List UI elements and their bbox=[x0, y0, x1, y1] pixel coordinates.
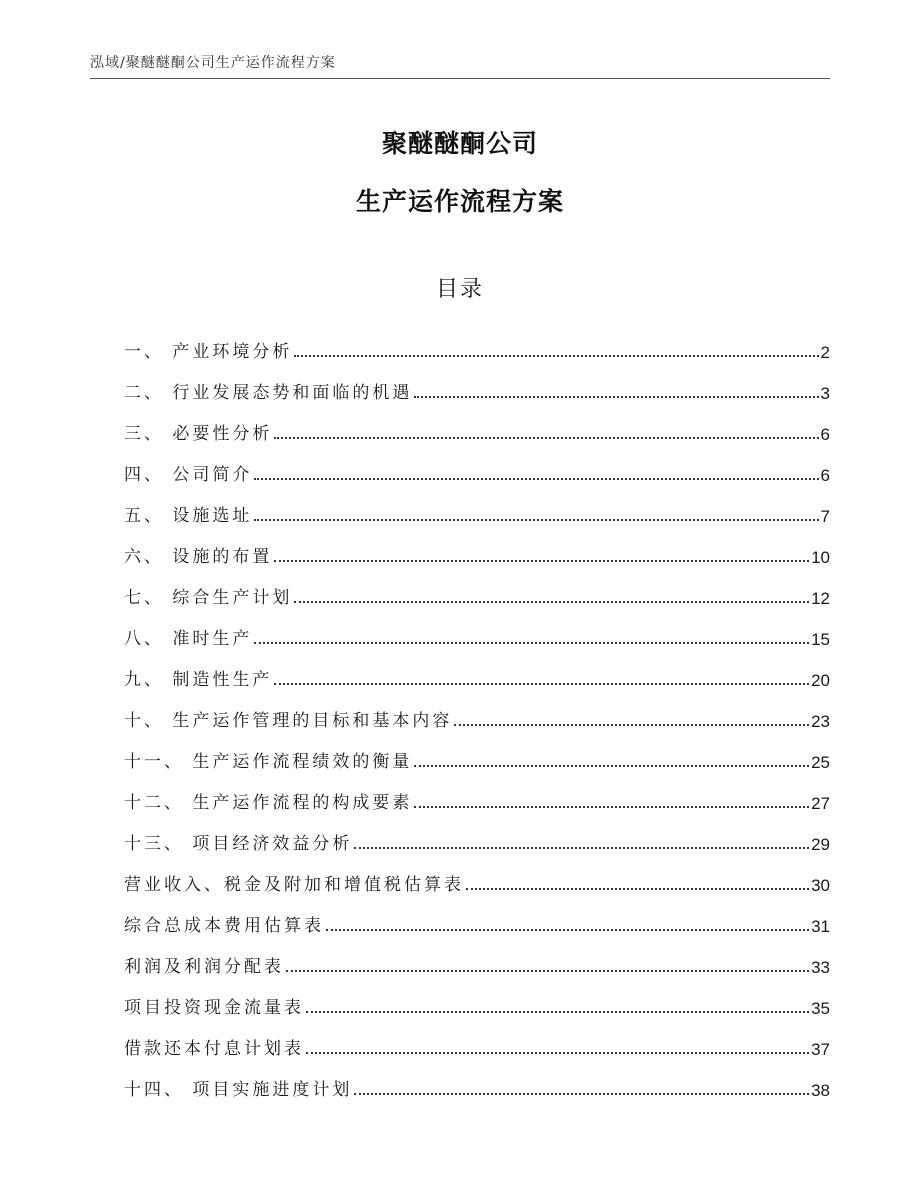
toc-entry[interactable] bbox=[124, 443, 830, 484]
toc-entry-label: 二、 行业发展态势和面临的机遇 bbox=[124, 383, 413, 403]
toc-entry-page: 10 bbox=[811, 548, 830, 567]
toc-entry-page: 35 bbox=[811, 999, 830, 1018]
toc-entry-page: 37 bbox=[811, 1040, 830, 1059]
toc-entry-page: 25 bbox=[811, 753, 830, 772]
toc-leader-dots bbox=[294, 600, 809, 603]
toc-leader-dots bbox=[274, 436, 818, 439]
toc-entry-label: 十二、 生产运作流程的构成要素 bbox=[124, 793, 413, 813]
toc-entry-page: 6 bbox=[820, 425, 830, 444]
running-header: 泓域/聚醚醚酮公司生产运作流程方案 bbox=[90, 55, 336, 71]
toc-entry[interactable] bbox=[124, 361, 830, 402]
header-divider bbox=[90, 78, 830, 79]
toc-entry-label: 五、 设施选址 bbox=[124, 506, 253, 526]
toc-entry-label: 一、 产业环境分析 bbox=[124, 342, 293, 362]
toc-entry-label: 九、 制造性生产 bbox=[124, 670, 273, 690]
toc-entry-label: 十四、 项目实施进度计划 bbox=[124, 1080, 353, 1100]
toc-entry-label: 十、 生产运作管理的目标和基本内容 bbox=[124, 711, 453, 731]
toc-entry[interactable] bbox=[124, 771, 830, 812]
toc-leader-dots bbox=[306, 1010, 809, 1013]
toc-entry-page: 12 bbox=[811, 589, 830, 608]
toc-leader-dots bbox=[254, 518, 818, 521]
toc-leader-dots bbox=[286, 969, 809, 972]
toc-leader-dots bbox=[466, 887, 809, 890]
toc-entry-page: 30 bbox=[811, 876, 830, 895]
toc-entry[interactable] bbox=[124, 320, 830, 361]
toc-entry-page: 38 bbox=[811, 1081, 830, 1100]
toc-leader-dots bbox=[274, 559, 809, 562]
toc-entry[interactable] bbox=[124, 1017, 830, 1058]
toc-entry[interactable] bbox=[124, 402, 830, 443]
company-title: 聚醚醚酮公司 bbox=[381, 129, 538, 158]
toc-entry[interactable] bbox=[124, 607, 830, 648]
toc-entry-page: 20 bbox=[811, 671, 830, 690]
toc-entry-page: 23 bbox=[811, 712, 830, 731]
toc-leader-dots bbox=[294, 354, 818, 357]
toc-entry[interactable] bbox=[124, 648, 830, 689]
toc-leader-dots bbox=[454, 723, 809, 726]
toc-entry[interactable] bbox=[124, 935, 830, 976]
toc-entry-label: 四、 公司简介 bbox=[124, 465, 253, 485]
toc-entry-page: 2 bbox=[820, 343, 830, 362]
toc-leader-dots bbox=[354, 846, 809, 849]
toc-entry-label: 营业收入、税金及附加和增值税估算表 bbox=[124, 875, 464, 895]
toc-leader-dots bbox=[306, 1051, 809, 1054]
toc-leader-dots bbox=[254, 477, 818, 480]
toc-entry-label: 利润及利润分配表 bbox=[124, 957, 284, 977]
toc-entry-label: 借款还本付息计划表 bbox=[124, 1039, 304, 1059]
toc-entry-label: 项目投资现金流量表 bbox=[124, 998, 304, 1018]
toc-entry[interactable] bbox=[124, 689, 830, 730]
document-title: 生产运作流程方案 bbox=[355, 187, 564, 216]
table-of-contents bbox=[124, 320, 830, 1099]
toc-entry[interactable] bbox=[124, 525, 830, 566]
toc-entry-label: 六、 设施的布置 bbox=[124, 547, 273, 567]
toc-entry-label: 八、 准时生产 bbox=[124, 629, 253, 649]
toc-entry-page: 31 bbox=[811, 917, 830, 936]
toc-entry[interactable] bbox=[124, 566, 830, 607]
toc-entry[interactable] bbox=[124, 1058, 830, 1099]
toc-entry[interactable] bbox=[124, 730, 830, 771]
toc-leader-dots bbox=[354, 1092, 809, 1095]
toc-entry-label: 综合总成本费用估算表 bbox=[124, 916, 324, 936]
toc-entry[interactable] bbox=[124, 976, 830, 1017]
toc-entry-page: 15 bbox=[811, 630, 830, 649]
toc-leader-dots bbox=[274, 682, 809, 685]
toc-leader-dots bbox=[254, 641, 809, 644]
toc-entry[interactable] bbox=[124, 484, 830, 525]
toc-entry[interactable] bbox=[124, 812, 830, 853]
toc-leader-dots bbox=[414, 805, 809, 808]
toc-entry-page: 27 bbox=[811, 794, 830, 813]
toc-entry-page: 7 bbox=[820, 507, 830, 526]
toc-entry-page: 6 bbox=[820, 466, 830, 485]
toc-entry-label: 十三、 项目经济效益分析 bbox=[124, 834, 353, 854]
toc-entry-page: 33 bbox=[811, 958, 830, 977]
toc-entry[interactable] bbox=[124, 894, 830, 935]
toc-entry-label: 三、 必要性分析 bbox=[124, 424, 273, 444]
toc-entry-label: 七、 综合生产计划 bbox=[124, 588, 293, 608]
toc-entry-label: 十一、 生产运作流程绩效的衡量 bbox=[124, 752, 413, 772]
toc-heading: 目录 bbox=[435, 277, 484, 302]
toc-leader-dots bbox=[414, 395, 818, 398]
toc-leader-dots bbox=[326, 928, 809, 931]
toc-leader-dots bbox=[414, 764, 809, 767]
toc-entry-page: 3 bbox=[820, 384, 830, 403]
toc-entry[interactable] bbox=[124, 853, 830, 894]
toc-entry-page: 29 bbox=[811, 835, 830, 854]
